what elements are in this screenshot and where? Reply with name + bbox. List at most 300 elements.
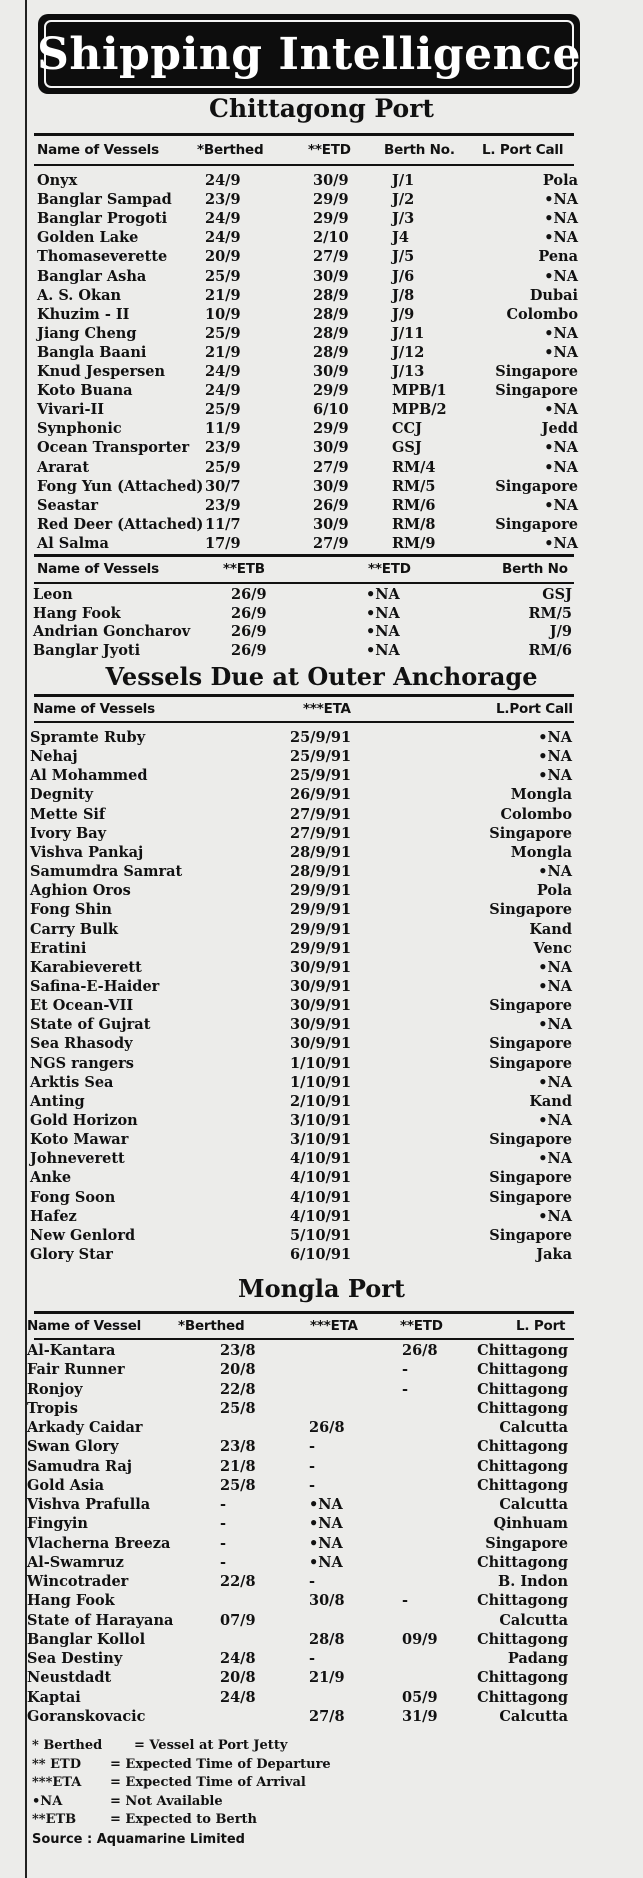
berthed: 20/8 [220,1669,256,1687]
outer-anchorage-title: Vessels Due at Outer Anchorage [105,662,538,691]
vessel-name: State of Harayana [27,1611,174,1629]
port-call: Singapore [489,901,572,919]
vessel-name: Spramte Ruby [30,729,146,746]
berth-no: J/13 [392,363,425,380]
table-row [0,978,643,996]
port-call: Singapore [489,997,572,1015]
table-row [0,1112,643,1130]
vessel-name: Swan Glory [27,1438,119,1456]
eta: 4/10/91 [290,1150,352,1168]
banner [38,14,580,94]
table-row [0,382,643,400]
etd: 29/9 [313,420,349,438]
eta: 27/9/91 [290,824,352,842]
port-call: •NA [544,229,578,247]
table-row [0,1458,643,1476]
berthed: 25/9 [205,401,241,419]
table-row [0,1515,643,1533]
eta: 30/8 [309,1592,345,1610]
port: Calcutta [499,1611,568,1629]
port-call: •NA [544,534,578,552]
table-row [0,1150,643,1168]
port: Chittagong [477,1361,568,1379]
table-row [0,516,643,534]
berthed: 24/9 [205,172,241,189]
berthed: 24/8 [220,1688,256,1706]
chittagong-header [0,141,643,159]
port-call: Singapore [489,1035,572,1053]
berthed: 20/9 [205,248,241,266]
table-row [0,1093,643,1111]
port-call: •NA [544,324,578,342]
table-row [0,191,643,209]
etd: 2/10 [313,229,349,247]
vessel-name: State of Gujrat [30,1016,151,1034]
vessel-name: Glory Star [30,1246,113,1264]
vessel-name: Seastar [37,496,98,514]
etd: 30/9 [313,267,349,285]
vessel-name: Gold Asia [27,1476,105,1494]
vessel-name: Vishva Prafulla [27,1496,151,1513]
rule [34,164,574,166]
etd: 30/9 [313,439,349,457]
table-row [0,767,643,785]
table-row [0,786,643,804]
legend-key: * Berthed [32,1738,103,1753]
port-call: •NA [538,1016,572,1034]
vessel-name: Koto Buana [37,382,133,400]
vessel-name: Arktis Sea [30,1073,114,1091]
vessel-name: Fong Yun (Attached) [37,477,204,495]
vessel-name: Nehaj [30,748,78,766]
vessel-name: Fong Shin [30,901,112,919]
port-call: Singapore [489,824,572,842]
eta: 25/9/91 [290,767,352,785]
berthed: 23/8 [220,1342,256,1359]
vessel-name: Ocean Transporter [37,439,190,457]
rule [34,694,574,697]
table-row [0,1055,643,1073]
vessel-name: Banglar Asha [37,267,147,285]
eta: 30/9/91 [290,997,352,1015]
legend-value: = Expected to Berth [110,1812,258,1828]
table-row [0,1477,643,1495]
chittagong-title: Chittagong Port [209,94,434,123]
vessel-name: Hang Fook [27,1592,115,1610]
port: Qinhuam [493,1515,568,1533]
etd: •NA [366,641,400,659]
port-call: •NA [544,458,578,476]
table-row [0,1131,643,1149]
eta: 30/9/91 [290,1035,352,1053]
vessel-name: Andrian Goncharov [33,623,191,640]
port-call: Singapore [489,1188,572,1206]
eta: - [309,1457,316,1475]
table-row [0,287,643,305]
table-row [0,210,643,228]
etd: 30/9 [313,363,349,380]
col-berth-no: Berth No. [384,142,455,158]
table-row [0,1361,643,1379]
table-row [0,401,643,419]
berthed: 20/8 [220,1361,256,1379]
berth-no: RM/6 [392,496,436,514]
berth-no: J/5 [392,248,415,266]
vessel-name: Degnity [30,786,94,804]
table-row [0,1227,643,1245]
berthed: 25/8 [220,1399,256,1417]
legend-value: = Vessel at Port Jetty [134,1738,288,1753]
port-call: Singapore [495,477,578,495]
eta: 4/10/91 [290,1169,352,1187]
table-row [0,605,643,623]
table-row [0,586,643,604]
table-row [0,1573,643,1591]
vessel-name: Sea Rhasody [30,1035,133,1053]
eta: 1/10/91 [290,1054,352,1072]
port: Chittagong [477,1399,568,1417]
vessel-name: Johneverett [30,1150,125,1168]
vessel-name: Knud Jespersen [37,363,166,380]
table-row [0,623,643,641]
vessel-name: Banglar Progoti [37,210,168,228]
vessel-name: Golden Lake [37,229,139,247]
table-row [0,1554,643,1572]
port-call: •NA [538,748,572,766]
eta: 29/9/91 [290,920,352,938]
berthed: - [220,1515,227,1533]
etd: 28/9 [313,324,349,342]
port: Chittagong [477,1476,568,1494]
table-row [0,1016,643,1034]
port-call: Pena [538,248,578,266]
chittagong-etb-header [0,560,643,578]
port-call: Mongla [510,786,572,804]
eta: 3/10/91 [290,1112,352,1129]
banner-title: Shipping Intelligence [37,28,581,80]
eta: 3/10/91 [290,1131,352,1149]
legend-value: = Expected Time of Arrival [110,1775,306,1791]
eta: 29/9/91 [290,901,352,919]
vessel-name: Arkady Caidar [27,1419,143,1436]
vessel-name: Banglar Jyoti [33,641,141,659]
vessel-name: Banglar Kollol [27,1630,146,1648]
table-row [0,497,643,515]
berthed: - [220,1496,227,1513]
vessel-name: Thomaseverette [37,248,168,266]
etd: 30/9 [313,477,349,495]
eta: 6/10/91 [290,1246,352,1264]
berthed: 23/9 [205,191,241,209]
port-call: Singapore [495,515,578,533]
vessel-name: Hang Fook [33,604,121,622]
berthed: 10/9 [205,305,241,323]
col-port-call: L.Port Call [496,701,573,717]
berth-no: J/3 [392,210,415,228]
table-row [0,535,643,553]
vessel-name: Fair Runner [27,1361,125,1379]
port: Chittagong [477,1553,568,1571]
etd: 28/9 [313,343,349,361]
col-eta: ***ETA [310,1318,358,1334]
berth-no: J/8 [392,286,415,304]
vessel-name: Onyx [37,172,78,189]
vessel-name: Vivari-II [37,401,105,419]
col-etd: **ETD [308,142,351,158]
etd: 26/9 [313,496,349,514]
table-row [0,901,643,919]
table-row [0,1419,643,1437]
table-row [0,806,643,824]
table-row [0,1689,643,1707]
port-call: •NA [538,1207,572,1225]
vessel-name: Red Deer (Attached) [37,515,204,533]
etd: - [402,1361,409,1379]
etb: 26/9 [231,604,267,622]
vessel-name: Al Salma [37,534,109,552]
table-row [0,642,643,660]
table-row [0,1169,643,1187]
port: Calcutta [499,1496,568,1513]
vessel-name: Banglar Sampad [37,191,172,209]
vessel-name: Synphonic [37,420,122,438]
berthed: - [220,1553,227,1571]
berthed: 22/8 [220,1573,256,1590]
berth-no: RM/4 [392,458,436,476]
berth-no: MPB/2 [392,401,447,419]
berthed: 25/8 [220,1476,256,1494]
port-call: •NA [538,729,572,746]
eta: - [309,1438,316,1456]
vessel-name: Kaptai [27,1688,81,1706]
port-call: Kand [529,1092,572,1110]
berth-no: J/12 [392,343,425,361]
vessel-name: Samumdra Samrat [30,863,183,881]
port: B. Indon [497,1573,568,1590]
table-row [0,268,643,286]
port-call: •NA [544,496,578,514]
port-call: Kand [529,920,572,938]
etd: •NA [366,623,400,640]
eta: •NA [309,1515,343,1533]
port-call: Venc [533,939,572,957]
berthed: 23/8 [220,1438,256,1456]
eta: 25/9/91 [290,729,352,746]
vessel-name: New Genlord [30,1226,136,1244]
vessel-name: Carry Bulk [30,920,119,938]
port-call: •NA [544,343,578,361]
etd: •NA [366,586,400,603]
mongla-header [0,1317,643,1335]
table-row [0,997,643,1015]
table-row [0,882,643,900]
port-call: •NA [544,191,578,209]
col-berthed: *Berthed [178,1318,245,1334]
col-eta: ***ETA [303,701,351,717]
vessel-name: Gold Horizon [30,1112,138,1129]
eta: 27/8 [309,1707,345,1725]
table-row [0,1381,643,1399]
etd: 09/9 [402,1630,438,1648]
berth-no: J/9 [549,623,572,640]
col-etd: **ETD [368,561,411,577]
etb: 26/9 [231,586,267,603]
berthed: 21/9 [205,343,241,361]
etd: 27/9 [313,458,349,476]
eta: 29/9/91 [290,882,352,900]
berthed: 25/9 [205,458,241,476]
table-row [0,863,643,881]
port: Chittagong [477,1688,568,1706]
table-row [0,748,643,766]
etd: 27/9 [313,248,349,266]
etd: - [402,1592,409,1610]
vessel-name: Vishva Pankaj [30,843,144,861]
rule [34,582,574,584]
eta: 21/9 [309,1669,345,1687]
vessel-name: Karabieverett [30,958,142,976]
vessel-name: Al-Kantara [27,1342,116,1359]
table-row [0,172,643,190]
table-row [0,1208,643,1226]
rule [34,721,574,723]
berthed: 21/9 [205,286,241,304]
etd: 26/8 [402,1342,438,1359]
vessel-name: NGS rangers [30,1054,134,1072]
col-name: Name of Vessels [37,561,159,577]
berth-no: RM/5 [392,477,436,495]
vessel-name: Vlacherna Breeza [27,1534,171,1552]
port-call: •NA [538,1073,572,1091]
berth-no: RM/9 [392,534,436,552]
col-name: Name of Vessels [33,701,155,717]
vessel-name: Wincotrader [27,1573,129,1590]
port: Chittagong [477,1630,568,1648]
col-port: L. Port [516,1318,566,1334]
berthed: 22/8 [220,1380,256,1398]
etd: 29/9 [313,210,349,228]
eta: 4/10/91 [290,1207,352,1225]
port: Chittagong [477,1438,568,1456]
eta: - [309,1650,316,1667]
eta: 28/9/91 [290,863,352,881]
vessel-name: Jiang Cheng [37,324,137,342]
rule [34,1311,574,1314]
berthed: 24/9 [205,229,241,247]
berthed: 25/9 [205,324,241,342]
etb: 26/9 [231,641,267,659]
table-row [0,921,643,939]
eta: 25/9/91 [290,748,352,766]
legend-key: •NA [32,1793,63,1809]
table-row [0,325,643,343]
table-row [0,1496,643,1514]
etd: 29/9 [313,382,349,400]
berth-no: MPB/1 [392,382,447,400]
etd: 31/9 [402,1707,438,1725]
table-row [0,1592,643,1610]
port-call: Singapore [495,363,578,380]
port-call: Singapore [489,1226,572,1244]
port-call: Mongla [510,843,572,861]
berth-no: J/2 [392,191,415,209]
col-name: Name of Vessel [27,1318,142,1334]
eta: 29/9/91 [290,939,352,957]
eta: •NA [309,1496,343,1513]
etd: 30/9 [313,515,349,533]
table-row [0,1708,643,1726]
banner-frame [37,20,581,88]
table-row [0,1189,643,1207]
port-call: Singapore [489,1054,572,1072]
table-row [0,1669,643,1687]
eta: 28/9/91 [290,843,352,861]
table-row [0,459,643,477]
table-row [0,344,643,362]
table-row [0,1438,643,1456]
port-call: •NA [538,863,572,881]
table-row [0,363,643,381]
berthed: 25/9 [205,267,241,285]
berth-no: J/1 [392,172,415,189]
table-row [0,478,643,496]
port-call: Dubai [529,286,578,304]
etd: 28/9 [313,286,349,304]
etd: 05/9 [402,1688,438,1706]
table-row [0,1612,643,1630]
eta: •NA [309,1534,343,1552]
vessel-name: Et Ocean-VII [30,997,134,1015]
col-port-call: L. Port Call [482,142,564,158]
table-row [0,229,643,247]
rule [34,133,574,136]
etd: 30/9 [313,172,349,189]
port: Calcutta [499,1707,568,1725]
col-etd: **ETD [400,1318,443,1334]
eta: 5/10/91 [290,1226,352,1244]
port-call: Jedd [541,420,578,438]
vessel-name: Safina-E-Haider [30,977,160,995]
table-row [0,1246,643,1264]
port: Padang [507,1650,568,1667]
berthed: 24/9 [205,210,241,228]
port-call: •NA [538,1150,572,1168]
vessel-name: Neustdadt [27,1669,112,1687]
legend-key: **ETB [32,1812,77,1828]
berthed: 30/7 [205,477,241,495]
port-call: •NA [544,439,578,457]
vessel-name: Al-Swamruz [27,1553,124,1571]
berthed: 17/9 [205,534,241,552]
table-row [0,1535,643,1553]
port-call: Colombo [506,305,578,323]
table-row [0,825,643,843]
port: Chittagong [477,1457,568,1475]
table-row [0,248,643,266]
port-call: Pola [542,172,578,189]
vessel-name: Mette Sif [30,805,106,823]
berthed: 24/8 [220,1650,256,1667]
port-call: •NA [538,977,572,995]
berthed: 11/9 [205,420,241,438]
col-berthed: *Berthed [197,142,264,158]
port-call: Colombo [500,805,572,823]
berthed: 23/9 [205,496,241,514]
port: Chittagong [477,1669,568,1687]
port-call: •NA [544,267,578,285]
vessel-name: Eratini [30,939,87,957]
eta: 30/9/91 [290,1016,352,1034]
